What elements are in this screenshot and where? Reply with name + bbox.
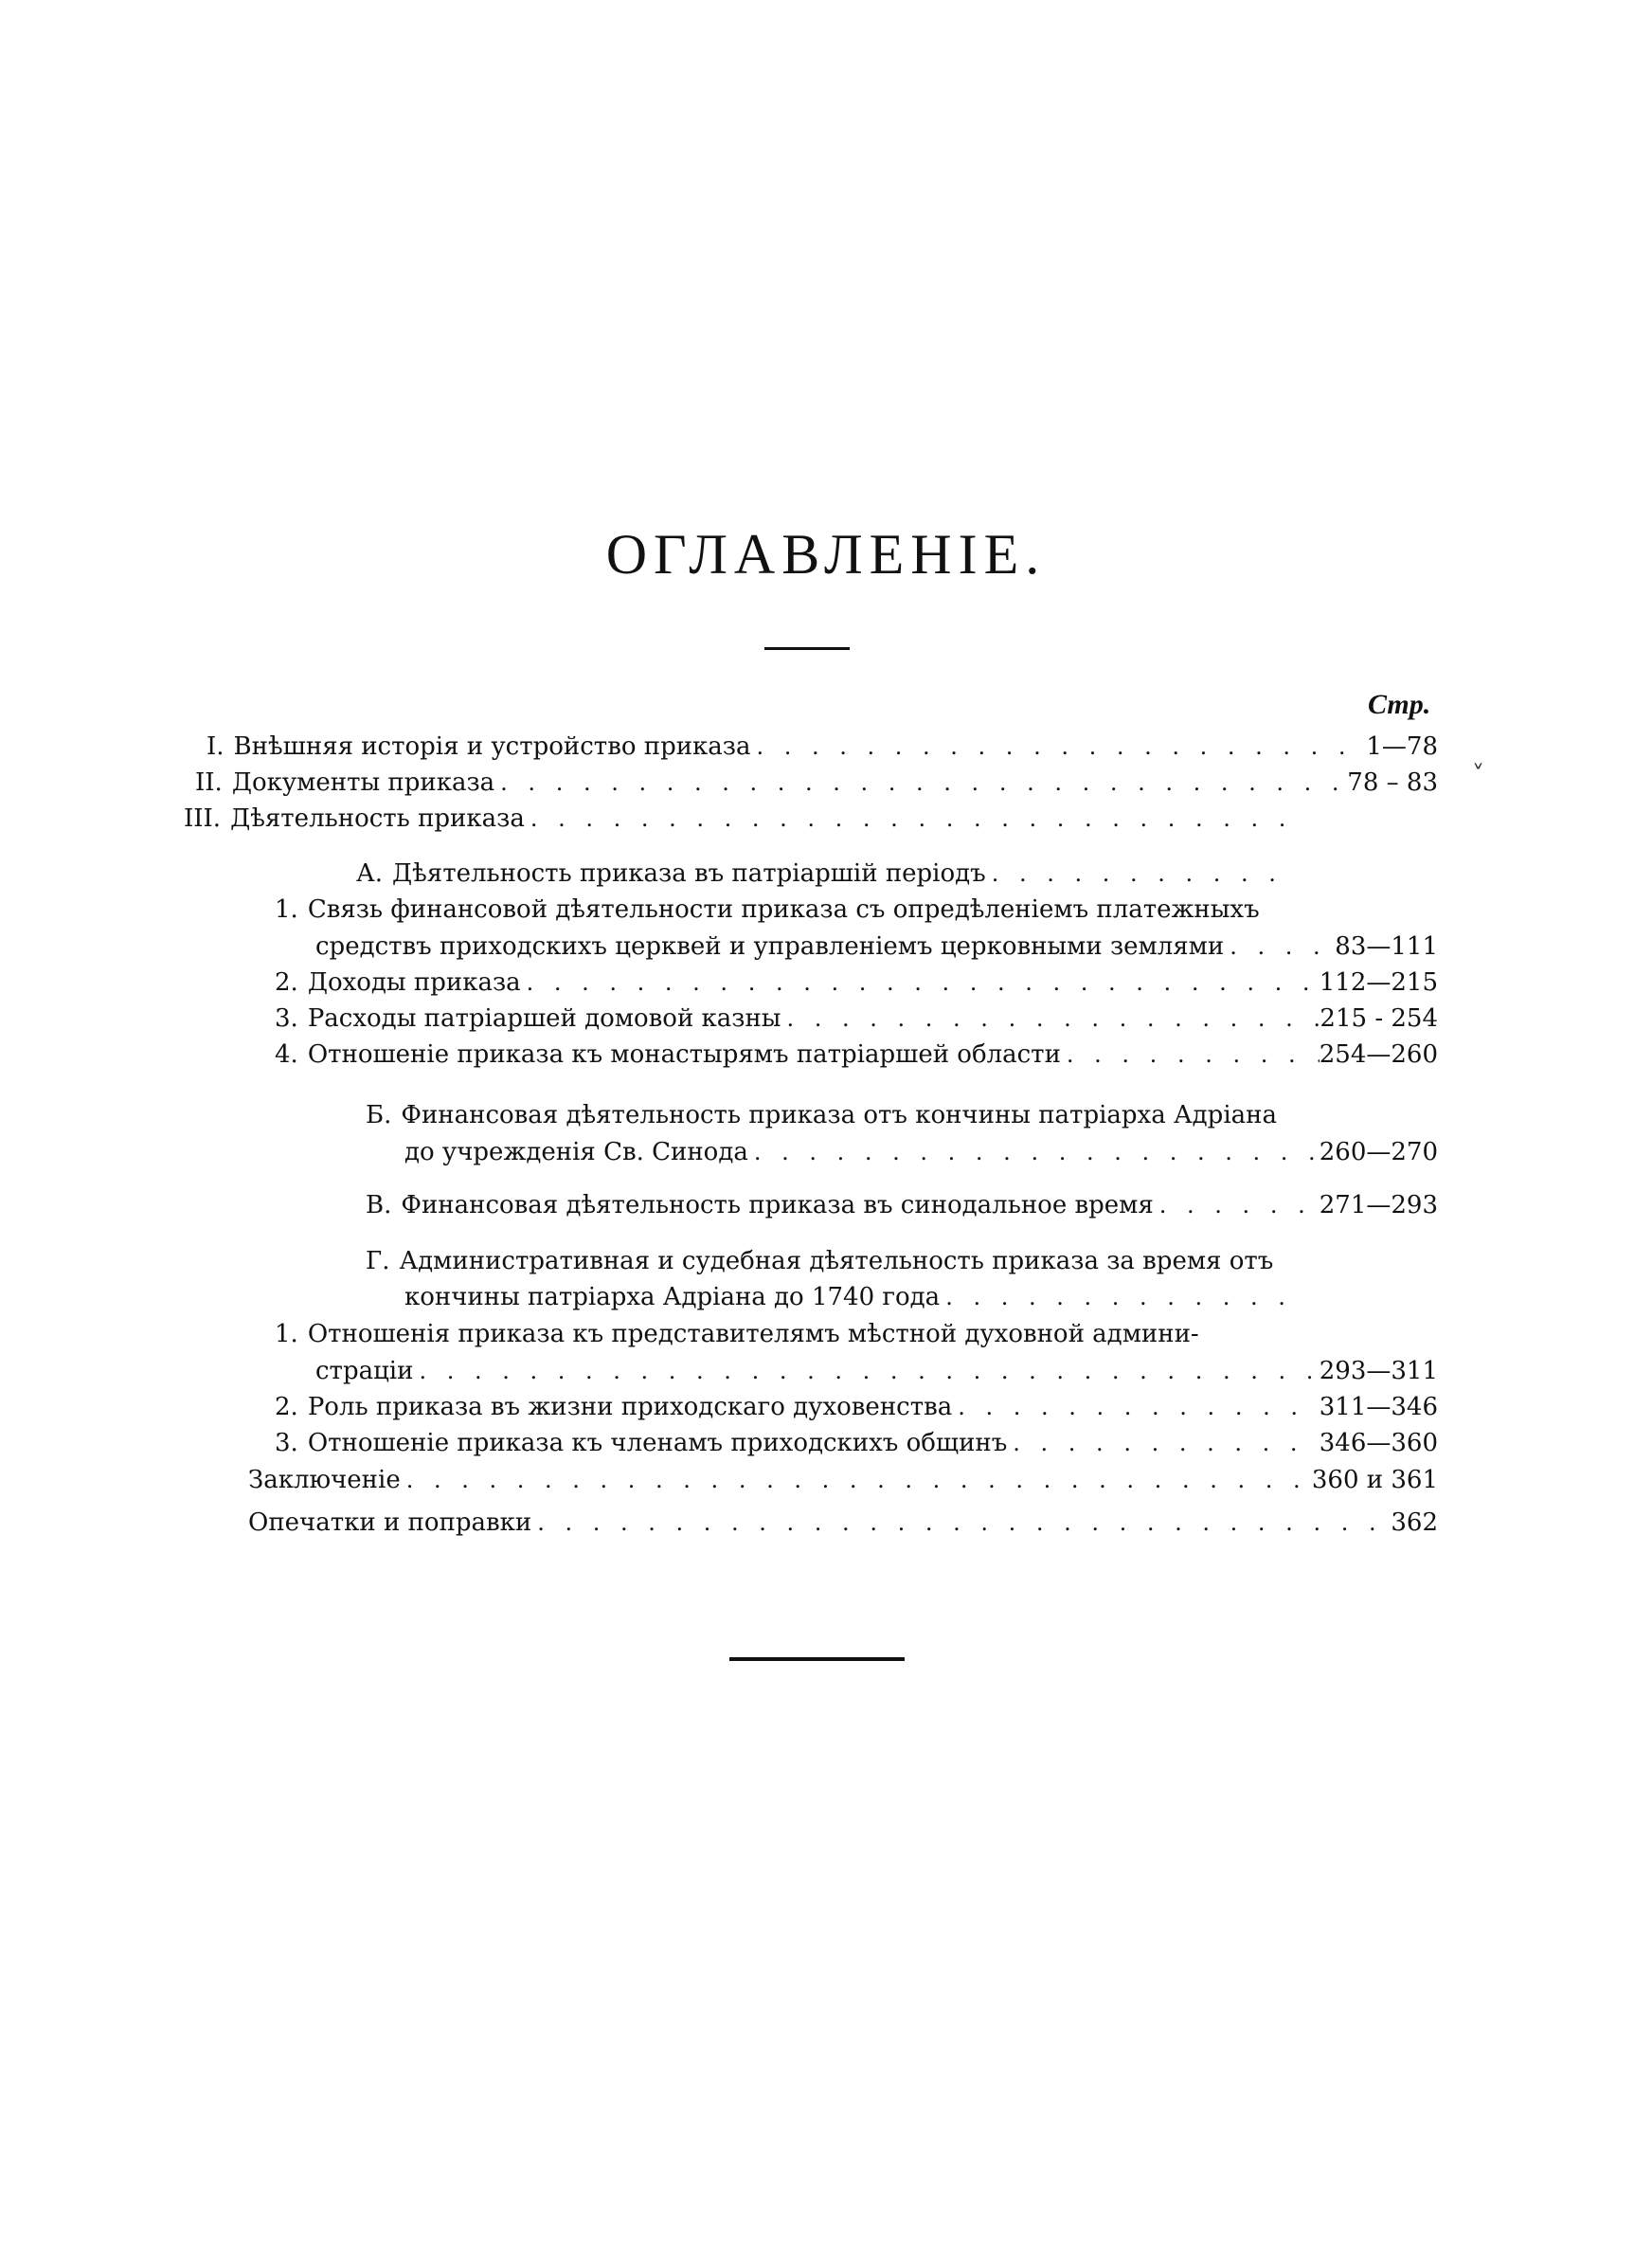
toc-entry-title: страціи bbox=[315, 1357, 414, 1385]
toc-entry bbox=[195, 765, 1438, 801]
leader-dots bbox=[494, 765, 1347, 801]
toc-entry bbox=[275, 965, 1438, 1001]
toc-entry bbox=[275, 1037, 1438, 1073]
toc-entry-page: 1—78 bbox=[1366, 732, 1438, 761]
toc-entry-number: А. bbox=[356, 859, 383, 888]
leader-dots bbox=[1224, 929, 1335, 965]
toc-entry bbox=[206, 729, 1438, 765]
toc-entry-title: средствъ приходскихъ церквей и управленіемъ церковными землями bbox=[315, 932, 1225, 961]
leader-dots bbox=[750, 729, 1366, 765]
toc-entry-title: Заключеніе bbox=[248, 1466, 401, 1494]
toc-entry-title: кончины патріарха Адріана до 1740 года bbox=[404, 1283, 941, 1311]
toc-entry-title: Отношеніе приказа къ членамъ приходскихъ общинъ bbox=[307, 1429, 1008, 1457]
toc-entry bbox=[275, 1001, 1438, 1037]
toc-entry-title: Внѣшняя исторія и устройство приказа bbox=[233, 732, 751, 761]
leader-dots bbox=[1007, 1425, 1319, 1461]
toc-entry-number: 2. bbox=[275, 968, 298, 997]
toc-entry-title: Документы приказа bbox=[231, 768, 495, 797]
toc-entry-title: Финансовая дѣятельность приказа отъ кончины патріарха Адріана bbox=[401, 1101, 1277, 1129]
toc-entry-page: 362 bbox=[1391, 1508, 1438, 1537]
toc-entry-title: Опечатки и поправки bbox=[248, 1508, 532, 1537]
toc-entry-number: Г. bbox=[366, 1247, 390, 1275]
toc-entry-title: Роль приказа въ жизни приходскаго духовенства bbox=[307, 1393, 953, 1421]
toc-entry bbox=[315, 1353, 1438, 1389]
toc-entry-title: Отношенія приказа къ представителямъ мѣстной духовной админи- bbox=[307, 1320, 1199, 1348]
leader-dots bbox=[748, 1134, 1320, 1170]
closing-divider bbox=[729, 1657, 905, 1661]
toc-entry bbox=[275, 1425, 1438, 1461]
margin-mark: ˅ bbox=[1472, 761, 1484, 789]
leader-dots bbox=[521, 965, 1320, 1001]
toc-entry bbox=[184, 801, 1311, 837]
toc-entry-title: Расходы патріаршей домовой казны bbox=[307, 1004, 781, 1033]
leader-dots bbox=[940, 1279, 1292, 1315]
toc-entry-page: 346—360 bbox=[1319, 1429, 1438, 1457]
toc-entry-number: I. bbox=[206, 732, 224, 761]
toc-entry-number: II. bbox=[195, 768, 223, 797]
toc-entry-title: Доходы приказа bbox=[307, 968, 521, 997]
toc-entry-number: 3. bbox=[275, 1004, 298, 1033]
toc-entry-page: 215 - 254 bbox=[1320, 1004, 1438, 1033]
toc-entry bbox=[275, 892, 1320, 928]
leader-dots bbox=[986, 856, 1292, 892]
page-column-label: Стр. bbox=[1368, 689, 1431, 720]
toc-entry-number: В. bbox=[366, 1191, 392, 1219]
toc-entry-page: 78 – 83 bbox=[1347, 768, 1438, 797]
toc-entry-page: 260—270 bbox=[1319, 1138, 1438, 1166]
toc-entry-page: 112—215 bbox=[1319, 968, 1438, 997]
toc-entry bbox=[248, 1505, 1438, 1541]
toc-entry bbox=[356, 856, 1311, 892]
toc-entry bbox=[404, 1134, 1438, 1170]
toc-entry-number: III. bbox=[184, 804, 222, 833]
toc-entry bbox=[366, 1243, 1320, 1279]
leader-dots bbox=[952, 1389, 1320, 1425]
leader-dots bbox=[413, 1353, 1319, 1389]
toc-entry-number: Б. bbox=[366, 1101, 392, 1129]
leader-dots bbox=[531, 1505, 1391, 1541]
page-title: ОГЛАВЛЕНІЕ. bbox=[605, 523, 1047, 586]
toc-entry-title: Дѣятельность приказа въ патріаршій періодъ bbox=[391, 859, 986, 888]
toc-entry-title: Административная и судебная дѣятельность приказа за время отъ bbox=[399, 1247, 1274, 1275]
toc-entry bbox=[404, 1279, 1311, 1315]
toc-entry-number: 3. bbox=[275, 1429, 298, 1457]
toc-entry-number: 1. bbox=[275, 1320, 298, 1348]
leader-dots bbox=[401, 1462, 1312, 1498]
toc-entry-title: до учрежденія Св. Синода bbox=[404, 1138, 748, 1166]
toc-entry bbox=[315, 929, 1438, 965]
toc-entry bbox=[275, 1389, 1438, 1425]
leader-dots bbox=[781, 1001, 1320, 1037]
toc-entry-page: 254—260 bbox=[1319, 1040, 1438, 1069]
toc-entry-page: 293—311 bbox=[1319, 1357, 1438, 1385]
toc-entry-title: Отношеніе приказа къ монастырямъ патріаршей области bbox=[307, 1040, 1061, 1069]
toc-entry bbox=[366, 1097, 1320, 1133]
leader-dots bbox=[1061, 1037, 1320, 1073]
toc-entry-title: Связь финансовой дѣятельности приказа съ опредѣленіемъ платежныхъ bbox=[307, 895, 1260, 924]
toc-entry-page: 271—293 bbox=[1319, 1191, 1438, 1219]
toc-entry bbox=[248, 1462, 1438, 1498]
toc-entry-number: 4. bbox=[275, 1040, 298, 1069]
toc-entry bbox=[366, 1187, 1438, 1223]
leader-dots bbox=[1154, 1187, 1320, 1223]
toc-entry-number: 1. bbox=[275, 895, 298, 924]
toc-entry-page: 311—346 bbox=[1319, 1393, 1438, 1421]
toc-entry-page: 83—111 bbox=[1335, 932, 1438, 961]
toc-entry-number: 2. bbox=[275, 1393, 298, 1421]
toc-entry bbox=[275, 1316, 1320, 1352]
toc-entry-title: Финансовая дѣятельность приказа въ синодальное время bbox=[401, 1191, 1154, 1219]
toc-entry-page: 360 и 361 bbox=[1311, 1466, 1438, 1494]
toc-entry-title: Дѣятельность приказа bbox=[230, 804, 525, 833]
leader-dots bbox=[525, 801, 1292, 837]
